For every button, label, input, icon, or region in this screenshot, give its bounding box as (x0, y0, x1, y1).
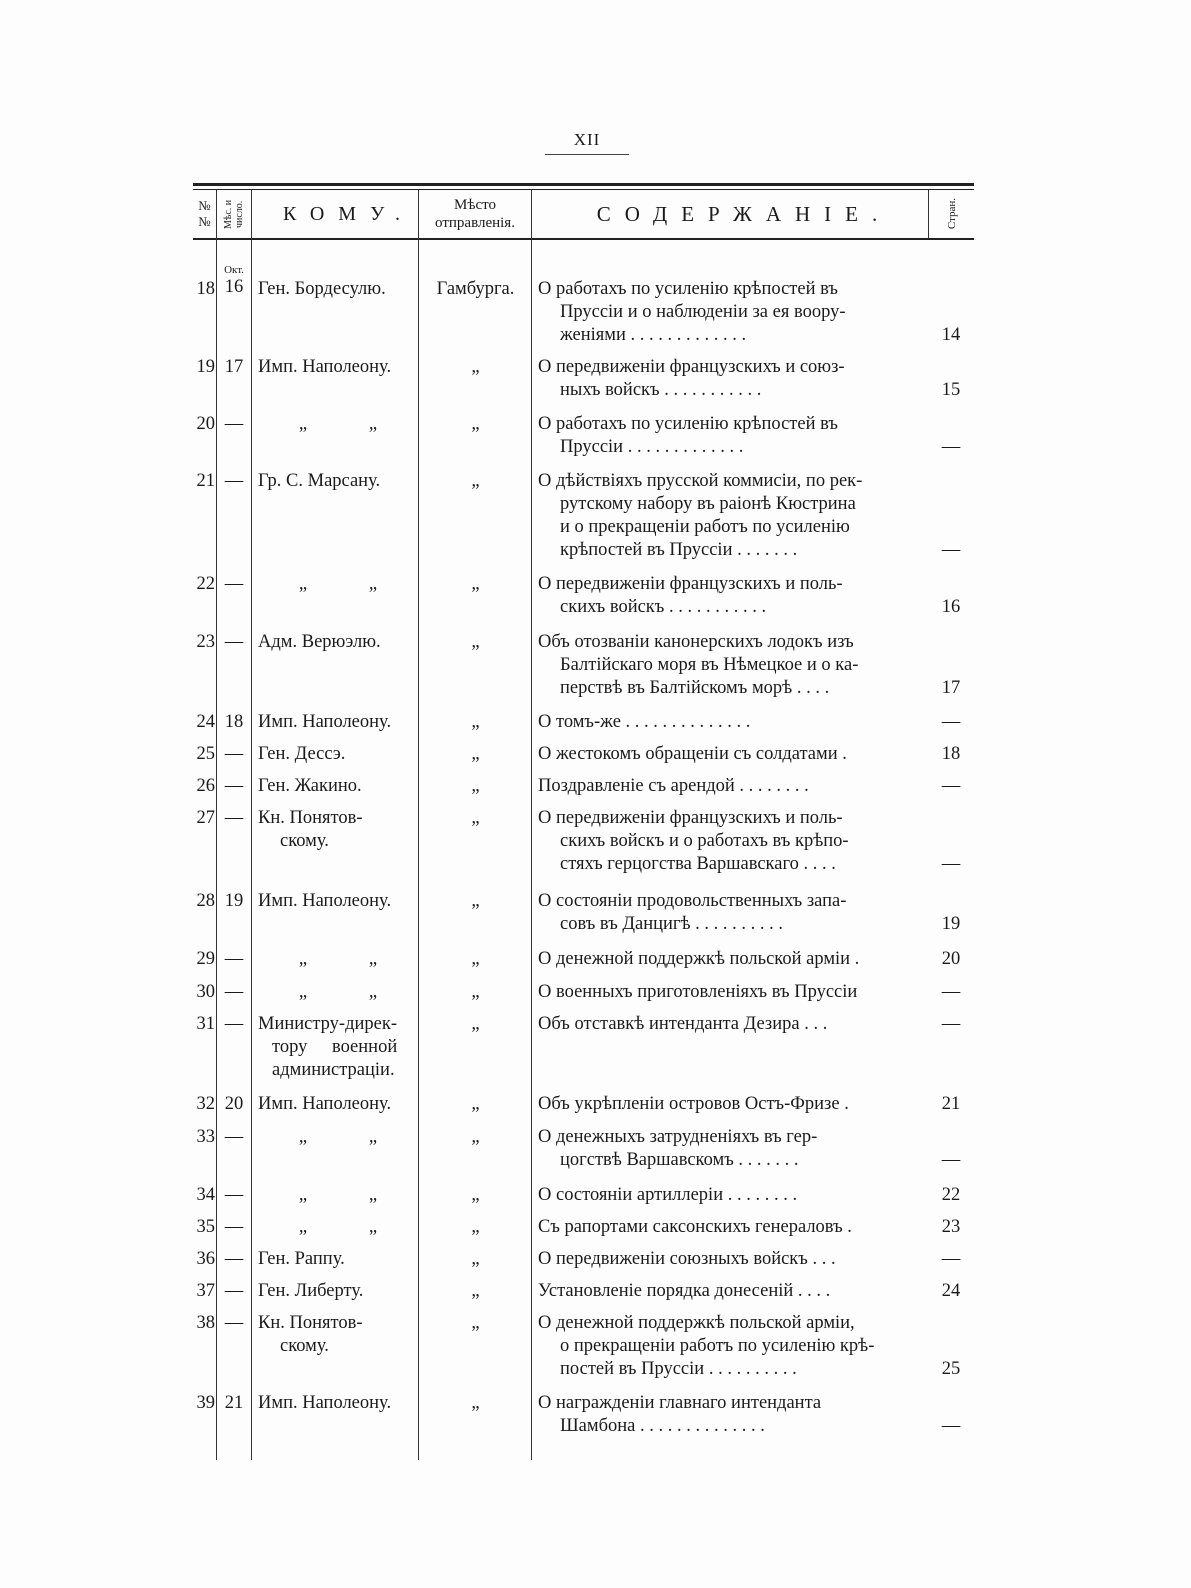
column-divider (531, 190, 532, 1460)
row-content (538, 278, 926, 347)
row-number: 37 (196, 1281, 215, 1301)
content-line: Шамбона . . . . . . . . . . . . . . (560, 1416, 765, 1436)
content-line: О передвиженіи французскихъ и союз- (538, 357, 845, 377)
row-number: 28 (196, 891, 215, 911)
row-page: — (941, 776, 961, 796)
row-page: 24 (941, 1281, 961, 1301)
row-recipient: Имп. Наполеону. (258, 357, 392, 377)
row-number: 19 (196, 357, 215, 377)
row-place: „ (471, 1127, 480, 1147)
content-line: Балтійскаго моря въ Нѣмецкое и о ка- (560, 655, 859, 675)
header-place-line2: отправленія. (435, 215, 515, 231)
content-line: Пруссіи . . . . . . . . . . . . . (560, 437, 744, 457)
row-date: 17 (224, 357, 244, 377)
row-content (538, 1312, 926, 1381)
content-line: женіями . . . . . . . . . . . . . (560, 325, 747, 345)
row-page: 14 (941, 325, 961, 345)
row-content (538, 356, 926, 402)
row-date (217, 264, 251, 299)
row-date: 20 (224, 1094, 244, 1114)
row-date: — (224, 1313, 244, 1333)
content-line: О томъ-же . . . . . . . . . . . . . . (538, 712, 751, 732)
content-line: О денежной поддержкѣ польской арміи . (538, 949, 860, 969)
row-recipient: Ген. Жакино. (258, 776, 362, 796)
row-content (538, 1216, 926, 1239)
row-page: 17 (941, 678, 961, 698)
row-place: „ (471, 1185, 480, 1205)
header-bottom-rule (193, 238, 974, 240)
recipient-line: скому. (280, 831, 329, 851)
row-recipient-ditto: „ „ (298, 1127, 378, 1147)
row-content (538, 1392, 926, 1438)
row-place: „ (471, 808, 480, 828)
row-number: 20 (196, 414, 215, 434)
row-number: 38 (196, 1313, 215, 1333)
recipient-line: Министру-дирек- (258, 1014, 398, 1034)
content-line: о прекращеніи работъ по усиленію крѣ- (560, 1336, 875, 1356)
row-page: — (941, 437, 961, 457)
row-page: — (941, 712, 961, 732)
row-recipient: Ген. Бордесулю. (258, 279, 386, 299)
row-recipient: Имп. Наполеону. (258, 891, 392, 911)
row-place: „ (471, 712, 480, 732)
row-content (538, 1013, 926, 1036)
content-line: и о прекращеніи работъ по усиленію (560, 517, 850, 537)
row-place: „ (471, 891, 480, 911)
page-number-rule (545, 154, 629, 155)
row-content (538, 413, 926, 459)
row-place: „ (471, 1094, 480, 1114)
row-date: — (224, 982, 244, 1002)
content-line: О денежной поддержкѣ польской арміи, (538, 1313, 855, 1333)
content-line: О передвиженіи французскихъ и поль- (538, 574, 843, 594)
row-place: „ (471, 982, 480, 1002)
content-line: О состояніи артиллеріи . . . . . . . . (538, 1185, 798, 1205)
content-line: Объ укрѣпленіи островов Остъ-Фризе . (538, 1094, 849, 1114)
row-date: 21 (224, 1393, 244, 1413)
row-recipient: Имп. Наполеону. (258, 1094, 392, 1114)
row-number: 26 (196, 776, 215, 796)
row-page: — (941, 1150, 961, 1170)
content-line: О состояніи продовольственныхъ запа- (538, 891, 847, 911)
row-date: — (224, 1281, 244, 1301)
content-line: Объ отставкѣ интенданта Дезира . . . (538, 1014, 828, 1034)
row-content (538, 711, 926, 734)
table-top-rule (193, 183, 974, 186)
row-place: „ (471, 1217, 480, 1237)
row-page: — (941, 854, 961, 874)
row-page: 23 (941, 1217, 961, 1237)
header-place (419, 190, 531, 238)
content-line: О работахъ по усиленію крѣпостей въ (538, 279, 838, 299)
row-content (538, 573, 926, 619)
row-number: 25 (196, 744, 215, 764)
column-divider (251, 190, 252, 1460)
row-page: 22 (941, 1185, 961, 1205)
row-page: 20 (941, 949, 961, 969)
row-number: 39 (196, 1393, 215, 1413)
header-komu: КОМУ. (283, 202, 414, 225)
row-page: 18 (941, 744, 961, 764)
row-page: — (941, 1249, 961, 1269)
row-content (538, 470, 926, 562)
row-place: „ (471, 776, 480, 796)
row-number: 35 (196, 1217, 215, 1237)
row-date: — (224, 1014, 244, 1034)
row-number: 31 (196, 1014, 215, 1034)
row-recipient-ditto: „ „ (298, 414, 378, 434)
content-line: постей въ Пруссіи . . . . . . . . . . (560, 1359, 797, 1379)
content-line: скихъ войскъ . . . . . . . . . . . (560, 597, 767, 617)
row-recipient-ditto: „ „ (298, 982, 378, 1002)
row-page: 19 (941, 914, 961, 934)
content-line: О дѣйствіяхъ прусской коммисіи, по рек- (538, 471, 863, 491)
row-recipient: Ген. Дессэ. (258, 744, 346, 764)
row-content (538, 1280, 926, 1303)
row-content (538, 631, 926, 700)
content-line: О передвиженіи французскихъ и поль- (538, 808, 843, 828)
header-place-line1: Мѣсто (454, 197, 496, 213)
row-recipient: Имп. Наполеону. (258, 1393, 392, 1413)
row-place: „ (471, 1014, 480, 1034)
row-number: 22 (196, 574, 215, 594)
row-place: „ (471, 1313, 480, 1333)
row-place: „ (471, 357, 480, 377)
header-num: №№ (198, 198, 211, 229)
row-page: — (941, 1014, 961, 1034)
column-divider (418, 190, 419, 1460)
row-date: — (224, 471, 244, 491)
row-place: „ (471, 1393, 480, 1413)
row-page: 21 (941, 1094, 961, 1114)
row-recipient: Ген. Либерту. (258, 1281, 364, 1301)
content-line: О денежныхъ затрудненіяхъ въ гер- (538, 1127, 818, 1147)
content-line: ныхъ войскъ . . . . . . . . . . . (560, 380, 762, 400)
row-recipient-ditto: „ „ (298, 1185, 378, 1205)
row-content (538, 981, 926, 1004)
row-place: „ (471, 414, 480, 434)
header-content: СОДЕРЖАНІЕ. (596, 201, 892, 226)
row-place: „ (471, 574, 480, 594)
row-page: — (941, 540, 961, 560)
correspondence-table (193, 183, 974, 1483)
row-page: 15 (941, 380, 961, 400)
row-date: — (224, 744, 244, 764)
content-line: Поздравленіе съ арендой . . . . . . . . (538, 776, 809, 796)
content-line: Объ отозваніи канонерскихъ лодокъ изъ (538, 632, 854, 652)
row-content (538, 743, 926, 766)
content-line: О военныхъ приготовленіяхъ въ Пруссіи (538, 982, 858, 1002)
row-date: — (224, 1249, 244, 1269)
row-recipient-ditto: „ „ (298, 574, 378, 594)
recipient-line: Кн. Понятов- (258, 1313, 363, 1333)
content-line: цогствѣ Варшавскомъ . . . . . . . (560, 1150, 799, 1170)
row-number: 24 (196, 712, 215, 732)
row-date: — (224, 808, 244, 828)
content-line: О передвиженіи союзныхъ войскъ . . . (538, 1249, 836, 1269)
row-number: 27 (196, 808, 215, 828)
content-line: крѣпостей въ Пруссіи . . . . . . . (560, 540, 798, 560)
row-date: — (224, 1185, 244, 1205)
header-date: Мѣс. и число. (222, 199, 245, 229)
recipient-line: тору военной (272, 1037, 398, 1057)
row-number: 34 (196, 1185, 215, 1205)
content-line: рутскому набору въ раіонѣ Кюстрина (560, 494, 856, 514)
row-number: 18 (196, 279, 215, 299)
header-page-cell (929, 190, 974, 238)
row-recipient: Гр. С. Марсану. (258, 471, 381, 491)
row-content (538, 1248, 926, 1271)
recipient-line: администраціи. (272, 1060, 395, 1080)
row-page: 25 (941, 1359, 961, 1379)
row-content (538, 1184, 926, 1207)
row-number: 33 (196, 1127, 215, 1147)
content-line: О жестокомъ обращеніи съ солдатами . (538, 744, 847, 764)
row-number: 30 (196, 982, 215, 1002)
row-date: — (224, 1217, 244, 1237)
row-content (538, 1126, 926, 1172)
row-page: — (941, 982, 961, 1002)
row-number: 23 (196, 632, 215, 652)
row-date: — (224, 414, 244, 434)
content-line: О работахъ по усиленію крѣпостей въ (538, 414, 838, 434)
content-line: О награжденіи главнаго интенданта (538, 1393, 822, 1413)
row-content (538, 1093, 926, 1116)
content-line: скихъ войскъ и о работахъ въ крѣпо- (560, 831, 849, 851)
row-number: 32 (196, 1094, 215, 1114)
row-place: „ (471, 471, 480, 491)
row-content (538, 775, 926, 798)
row-place: Гамбурга. (436, 279, 515, 299)
row-recipient (258, 1013, 413, 1082)
row-place: „ (471, 1249, 480, 1269)
row-date: — (224, 1127, 244, 1147)
row-date: — (224, 632, 244, 652)
row-date: 18 (224, 712, 244, 732)
row-date: 19 (224, 891, 244, 911)
row-date: — (224, 574, 244, 594)
content-line: Съ рапортами саксонскихъ генераловъ . (538, 1217, 852, 1237)
row-place: „ (471, 949, 480, 969)
row-number: 36 (196, 1249, 215, 1269)
recipient-line: скому. (280, 1336, 329, 1356)
row-page: — (941, 1416, 961, 1436)
row-number: 29 (196, 949, 215, 969)
row-date: — (224, 949, 244, 969)
row-recipient (258, 807, 413, 853)
row-recipient: Адм. Верюэлю. (258, 632, 381, 652)
row-day: 16 (224, 277, 244, 297)
header-date-cell (216, 190, 251, 238)
row-recipient: Имп. Наполеону. (258, 712, 392, 732)
row-content (538, 807, 926, 876)
content-line: Установленіе порядка донесеній . . . . (538, 1281, 831, 1301)
row-content (538, 890, 926, 936)
row-recipient: Ген. Раппу. (258, 1249, 345, 1269)
header-page: Стран. (945, 198, 958, 230)
content-line: перствѣ въ Балтійскомъ морѣ . . . . (560, 678, 830, 698)
row-recipient-ditto: „ „ (298, 1217, 378, 1237)
content-line: стяхъ герцогства Варшавскаго . . . . (560, 854, 836, 874)
row-page: 16 (941, 597, 961, 617)
row-recipient (258, 1312, 413, 1358)
row-month: Окт. (224, 264, 244, 276)
row-number: 21 (196, 471, 215, 491)
recipient-line: Кн. Понятов- (258, 808, 363, 828)
row-place: „ (471, 744, 480, 764)
row-place: „ (471, 1281, 480, 1301)
row-recipient-ditto: „ „ (298, 949, 378, 969)
page-number: XII (573, 130, 601, 149)
row-content (538, 948, 926, 971)
content-line: Пруссіи и о наблюденіи за ея воору- (560, 302, 846, 322)
content-line: совъ въ Данцигѣ . . . . . . . . . . (560, 914, 784, 934)
row-date: — (224, 776, 244, 796)
row-place: „ (471, 632, 480, 652)
